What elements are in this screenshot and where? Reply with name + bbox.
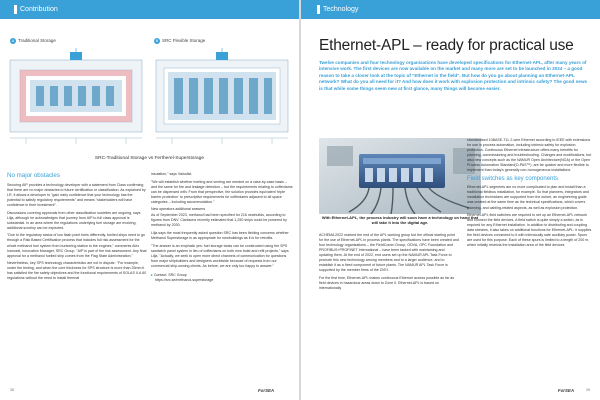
paragraph: standardised 10BASE-T1L 2-wire Ethernet according to IEEE with extensions for use in process automation, including intrinsic safety for explosion protection. Continuous Ethernet infrastructure offers many benefits for planning, commissioning and troubleshooting. Changes and modifications, but also new concepts such as the NAMUR Open Architecture(NOA) or the Open Process Automation Standard(O-PAS™), are far quicker and more flexible to implement than today's generally non-homogeneous installations. [467,138,592,173]
field-switch-image [319,138,481,214]
contact-label: Contact: SRC Group [153,272,187,277]
paragraph: Ethernet-APL field switches are required to set up an Ethernet-APL network and connect the field devices. A field switch is quite simply a switch, as is required for any Ethernet installation. In addition to distributing and coupling data streams, it also takes on additional functions for Ethernet-APL: it supplies the field devices connected to it with intrinsically safe auxiliary power. Spurs are used for this purpose. Each of these spurs is limited to a length of 200 m, which initially restricts the installation area of the field devices [467,213,592,248]
left-page [0,0,299,400]
photo-caption: With Ethernet-APL, the process industry will soon have a technology on hand that will take it into the digital age. [321,215,479,226]
diagram-label-b: B SRC Flexible Storage [155,38,206,44]
badge-a: A [11,38,15,43]
page-number-left: 38 [10,388,14,392]
article-lead: Twelve companies and four technology organisations have developed specifications for Ethernet-APL, after many years of intensive work. The first devices are now available on the market and many more are set to be launched in 2024 – a good reason to take a closer look at the topic of "Ethernet in the field". But how do you go about planning an Ethernet-APL network? What do you all need for it? And how does it work with explosion protection and intrinsic safety? The good news is that while some things seem new at first glance, many things will become easier. [319,60,588,91]
paragraph: Securing AIP provides a technology developer with a statement from Class confirming that there are no major obstacles to future certification or classification. As explained by LR, it allows a developer to "gain early confidence that your technology has the potential to satisfy regulatory requirements" and means "stakeholders will have confidence in their investment". [7,183,146,208]
paragraph: Discussions covering approvals from other classification societies are ongoing, says Lilja, although he acknowledges that journey from AIP to full class approval is substantial. In an area where the regulations underlying fuel storage are evolving, additional scrutiny can be expected. [7,210,141,230]
page-number-right: 39 [586,388,590,392]
paragraph: As of September 2023, methanol had been specified for 216 newbuilds, according to figures from DNV. Clarksons recently estimated that 1,250 ships could be powered by methanol by 2030. [151,213,287,228]
traditional-tank-drawing [10,48,142,144]
article-headline: Ethernet-APL – ready for practical use [319,37,574,54]
paragraph: "We will establish whether inerting and venting are needed on a case-by-case basis – and the same for fire and leakage detection – but the requirements relating to cofferdams can be dispensed with. From that perspective, the solution provides equivalent 'triple barrier protection' to prescriptive requirements for cofferdams adjacent to all space categories – including accommodation." [151,179,293,204]
paragraph: Nevertheless, key SPS technology characteristics are not in dispute. "For example, under the testing, and when the core thickness for SPS structure is more than 25mm it has satisfied the fire safety objectives and the functional requirements of SOLAS II-A 60 regulations without the need to install thermal [7,261,147,281]
left-column-2 [151,172,293,283]
tank-cross-section-illustration [6,46,293,154]
section-header-contribution [0,0,299,19]
badge-b: B [155,38,159,43]
brand-logo-left: ForSEA [258,388,275,393]
left-column-1 [7,172,147,284]
heading-no-major-obstacles: No major obstacles [7,172,60,179]
paragraph: ACHEMA 2022 marked the end of the APL working group but the official starting point for the use of Ethernet-APL in process plants. The specifications have been created and four technology organisations – the FieldComm Group, ODVA, OPC Foundation and PROFIBUS+PROFINET International – have been tasked with maintaining and updating them. At the end of 2022, end users set up the NAMUR APL Task Force to promote this new technology among members and to a larger audience, and to establish it as a fixed component of future plants. The NAMUR APL Task Force is supported by the member firms of the ZVEI. [319,233,459,273]
arrow-right-icon: ▸ [151,272,153,277]
paragraph: Lilja says the most frequently asked question SRC has been fielding concerns whether Methanol Superstorage is as appropriate for newbuildings as it is for retrofits. [151,230,289,241]
subheading-new-operators: New operators additional answers [151,207,206,212]
section-title: Technology [323,6,359,13]
contact-block [151,273,293,283]
diagram-label-a: A Traditional Storage [11,38,56,44]
right-page [301,0,600,400]
section-header-technology [301,0,600,19]
paragraph: "The answer is an emphatic yes: fuel storage tanks can be constructed using the SPS sandwich panel system in lieu of cofferdams on both new build and refit projects," says Lilja. "Actually, we seek to open more direct channels of communication for questions from major shipbuilders and designers worldwide because of requests from our commercial ship-owning clients. As before, we are only too happy to answer." [151,243,289,268]
right-column-side [467,138,593,251]
src-tank-drawing [156,48,288,144]
paragraph: insulation," says Vainolist. [151,172,193,176]
paragraph: "Due to the regulatory status of low flash point fuels differently, fuelled ships need to go through a Risk Based Certification process that includes full risk assessment for the whole methanol fuel system from bunkering station to the engines," comments Alex Ivanoski, Innovation Manager, SRC Group. "AIP is part of the risk assessment. Any final approval for a methanol fuelled ship comes from the Flag State Administration." [7,233,147,258]
section-marker [317,5,320,14]
brand-logo-right: ForSEA [557,388,574,393]
diagram-caption: SRC-Traditional Storage vs Fertherel-Superstorage [94,156,205,161]
subheading-field-switches: Field switches as key components [467,175,559,182]
paragraph: Ethernet-APL segments are no more complicated to plan and install than a traditional fieldbus installation, for example. So that planners, integrators and installation technicians are supported from the outset, an engineering guide was created at the same time as the technical specifications, which covers planning, and cabling-related aspects, as well as explosion protection. [467,185,589,210]
section-marker [14,5,17,14]
section-title: Contribution [20,6,58,13]
contact-link[interactable]: https://src.se/methanol-superstorage [155,277,214,282]
storage-diagram [6,38,293,154]
right-column-bottom [319,233,459,294]
field-switch-photo [319,138,481,214]
paragraph: For the first time, Ethernet-APL makes continuous Ethernet access possible as far as field devices in hazardous areas down to Zone 0. Ethernet-APL is based on internationally [319,275,455,290]
